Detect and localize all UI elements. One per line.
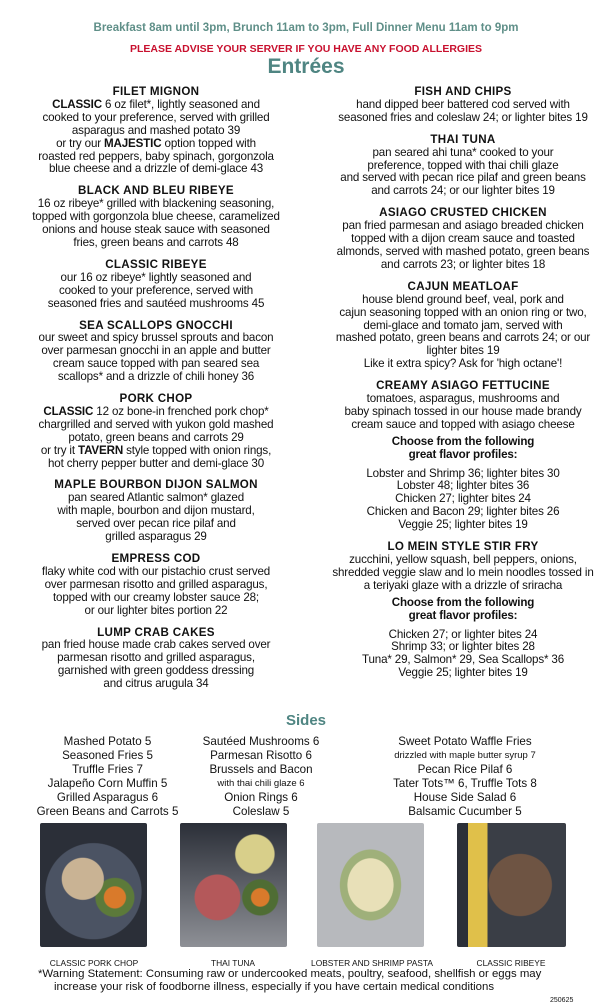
allergy-notice: PLEASE ADVISE YOUR SERVER IF YOU HAVE ANY FOOD ALLERGIES <box>129 43 482 55</box>
entrees-right-column <box>322 86 604 689</box>
flavor-option: Chicken and Bacon 29; lighter bites 26 <box>366 505 560 519</box>
item-name: LUMP CRAB CAKES <box>97 625 215 639</box>
entrees-left-column <box>18 86 294 700</box>
menu-item <box>18 259 294 311</box>
item-description-text: and carrots 24; or our lighter bites 19 <box>371 184 555 198</box>
item-description-text: cream sauce and topped with asiago cheese <box>351 417 575 431</box>
side-item: Grilled Asparagus 6 <box>56 791 159 804</box>
item-description-text: our 16 oz ribeye* lightly seasoned and <box>60 270 252 284</box>
item-name: EMPRESS COD <box>111 552 201 565</box>
flavor-heading-line: great flavor profiles: <box>408 608 518 622</box>
item-style-label: CLASSIC <box>43 404 94 418</box>
item-description-text: tomatoes, asparagus, mushrooms and <box>366 392 560 406</box>
item-description-text: and carrots 23; or lighter bites 18 <box>380 257 546 271</box>
side-item: Mashed Potato 5 <box>63 735 152 748</box>
menu-item <box>18 627 294 692</box>
item-description-text: pan fried house made crab cakes served over <box>41 638 271 652</box>
flavor-options <box>322 468 604 533</box>
flavor-option: Shrimp 33; or lighter bites 28 <box>391 640 535 654</box>
item-description-text: seasoned fries and coleslaw 24; or lighter bites 19 <box>338 110 588 124</box>
item-description-line <box>322 259 604 272</box>
item-name: THAI TUNA <box>430 132 496 146</box>
menu-item <box>18 479 294 544</box>
flavor-heading-line: Choose from the following <box>391 595 535 609</box>
item-description-text: 6 oz filet*, lightly seasoned and <box>101 97 260 111</box>
item-name: FISH AND CHIPS <box>414 85 512 98</box>
menu-item <box>322 541 604 680</box>
item-description-text: parmesan risotto and grilled asparagus, <box>57 651 255 665</box>
item-description-text: 12 oz bone-in frenched pork chop* <box>93 404 269 418</box>
side-item: Balsamic Cucumber 5 <box>408 805 522 818</box>
menu-item <box>322 380 604 532</box>
item-name: CREAMY ASIAGO FETTUCINE <box>376 379 550 393</box>
item-description-text: over parmesan risotto and grilled asparagus, <box>44 577 268 591</box>
flavor-option: Lobster 48; lighter bites 36 <box>396 479 530 493</box>
item-description-text: topped with our creamy lobster sauce 28; <box>52 590 260 604</box>
item-description-text: pan seared Atlantic salmon* glazed <box>67 491 244 505</box>
photo-caption: CLASSIC PORK CHOP <box>49 958 139 968</box>
side-item: Sweet Potato Waffle Fries <box>398 735 532 748</box>
sides-column-1 <box>20 735 195 819</box>
hours-text: Breakfast 8am until 3pm, Brunch 11am to 3pm, Full Dinner Menu 11am to 9pm <box>93 22 519 34</box>
thai-tuna-photo <box>180 823 287 947</box>
item-name: LO MEIN STYLE STIR FRY <box>387 540 539 554</box>
side-item: Jalapeño Corn Muffin 5 <box>47 777 168 790</box>
item-description-text: style topped with onion rings, <box>123 443 272 457</box>
item-description-text: blue cheese and a drizzle of demi-glace 43 <box>48 162 264 176</box>
flavor-option: Veggie 25; lighter bites 19 <box>398 666 528 680</box>
warning-line: *Warning Statement: Consuming raw or undercooked meats, poultry, seafood, shellfish or eggs may <box>38 968 542 980</box>
warning-line: increase your risk of foodborne illness, especially if you have certain medical conditions <box>54 981 495 993</box>
item-description-text: option topped with <box>161 136 256 150</box>
side-item: Pecan Rice Pilaf 6 <box>417 763 513 776</box>
item-style-label: MAJESTIC <box>104 136 162 150</box>
flavor-options <box>322 629 604 681</box>
item-description-text: with maple, bourbon and dijon mustard, <box>57 504 255 518</box>
item-description-line <box>18 298 294 311</box>
entrees-title: Entrées <box>267 55 345 78</box>
item-description-text: chargrilled and served with yukon gold mashed <box>38 417 274 431</box>
item-description-text: house blend ground beef, veal, pork and <box>362 292 564 306</box>
item-description-text: asparagus and mashed potato 39 <box>71 123 241 137</box>
item-description-text: topped with a dijon cream sauce and toasted <box>351 232 575 246</box>
flavor-profile-heading <box>322 436 604 462</box>
item-description-line <box>18 531 294 544</box>
menu-item <box>18 86 294 176</box>
item-description-text: hand dipped beer battered cod served with <box>356 97 570 111</box>
menu-item <box>18 185 294 250</box>
classic-ribeye-photo <box>457 823 566 947</box>
item-description-line <box>322 112 604 125</box>
side-item-note: with thai chili glaze 6 <box>217 778 305 789</box>
item-description-line <box>322 419 604 432</box>
item-description-text: cream sauce topped with pan seared sea <box>52 357 260 371</box>
menu-item <box>18 320 294 385</box>
item-description-text: onions and house steak sauce with seasoned <box>42 223 270 237</box>
item-description-text: served over pecan rice pilaf and <box>76 517 236 531</box>
item-description-text: baby spinach tossed in our house made brandy <box>344 404 582 418</box>
item-description-text: cooked to your preference, served with <box>58 283 254 297</box>
flavor-option: Tuna* 29, Salmon* 29, Sea Scallops* 36 <box>361 653 565 667</box>
side-item: Onion Rings 6 <box>224 791 298 804</box>
item-description-line <box>18 605 294 618</box>
item-description-text: or our lighter bites portion 22 <box>84 603 228 617</box>
item-description-text: potato, green beans and carrots 29 <box>68 430 244 444</box>
item-style-label: TAVERN <box>78 443 124 457</box>
item-description-text: almonds, served with mashed potato, green beans <box>336 244 590 258</box>
flavor-option: Chicken 27; lighter bites 24 <box>395 492 531 506</box>
flavor-profile-heading <box>322 597 604 623</box>
item-description-text: preference, topped with thai chili glaze <box>367 158 559 172</box>
item-description-line <box>18 163 294 176</box>
item-description-line <box>18 371 294 384</box>
item-description-text: and served with pecan rice pilaf and green beans <box>340 171 586 185</box>
side-item-note: drizzled with maple butter syrup 7 <box>394 750 536 761</box>
item-description-text: mashed potato, green beans and carrots 24; or our <box>335 331 591 345</box>
pork-chop-photo <box>40 823 147 947</box>
item-description-text: Like it extra spicy? Ask for 'high octane'! <box>363 357 563 371</box>
item-description-line <box>322 580 604 593</box>
menu-item <box>322 86 604 125</box>
item-description-line <box>322 185 604 198</box>
menu-item <box>18 393 294 470</box>
item-description-line <box>322 358 604 371</box>
menu-item <box>322 281 604 371</box>
item-description-text: zucchini, yellow squash, bell peppers, onions, <box>349 553 577 566</box>
item-description-text: cooked to your preference, served with grilled <box>42 110 270 124</box>
flavor-option: Veggie 25; lighter bites 19 <box>398 518 528 532</box>
sides-column-3 <box>370 735 560 819</box>
item-name: CLASSIC RIBEYE <box>105 257 207 271</box>
item-name: SEA SCALLOPS GNOCCHI <box>79 318 233 332</box>
menu-code: 250625 <box>550 997 574 1004</box>
item-description-text: seasoned fries and sautéed mushrooms 45 <box>47 296 265 310</box>
item-description-line <box>18 678 294 691</box>
side-item: Green Beans and Carrots 5 <box>36 805 179 818</box>
flavor-heading-line: great flavor profiles: <box>408 447 518 461</box>
item-description-text: cajun seasoning topped with an onion ring or two, <box>339 305 587 319</box>
item-description-text: or try it <box>40 443 78 457</box>
item-name: ASIAGO CRUSTED CHICKEN <box>379 206 547 220</box>
item-description-text: hot cherry pepper butter and demi-glace 30 <box>47 456 265 470</box>
item-description-text: flaky white cod with our pistachio crust served <box>41 564 271 578</box>
item-description-text: scallops* and a drizzle of chili honey 36 <box>57 370 255 384</box>
side-item: Brussels and Bacon <box>209 763 313 776</box>
item-description-text: or try our <box>56 136 105 150</box>
menu-item <box>322 207 604 272</box>
sides-title: Sides <box>285 712 327 729</box>
menu-item <box>322 134 604 199</box>
photo-caption: LOBSTER AND SHRIMP PASTA <box>311 958 433 968</box>
item-description-text: fries, green beans and carrots 48 <box>73 235 239 249</box>
item-style-label: CLASSIC <box>52 97 102 111</box>
side-item: Tater Tots™ 6, Truffle Tots 8 <box>393 777 537 790</box>
item-name: PORK CHOP <box>119 392 193 406</box>
item-description-text: shredded veggie slaw and lo mein noodles tossed in <box>332 565 594 579</box>
item-description-text: roasted red peppers, baby spinach, gorgonzola <box>38 149 274 163</box>
flavor-option: Lobster and Shrimp 36; lighter bites 30 <box>366 466 560 480</box>
item-name: FILET MIGNON <box>112 85 200 98</box>
photo-caption: THAI TUNA <box>210 958 256 968</box>
side-item: Truffle Fries 7 <box>72 763 143 776</box>
item-description-text: lighter bites 19 <box>426 344 500 358</box>
side-item: Parmesan Risotto 6 <box>210 749 312 762</box>
lobster-shrimp-pasta-photo <box>317 823 424 947</box>
item-description-text: topped with gorgonzola blue cheese, caramelized <box>32 210 280 224</box>
menu-item <box>18 553 294 618</box>
sides-column-2 <box>196 735 326 819</box>
item-description-text: garnished with green goddess dressing <box>57 664 255 678</box>
side-item: House Side Salad 6 <box>413 791 517 804</box>
item-description-text: 16 oz ribeye* grilled with blackening seasoning, <box>37 197 275 211</box>
item-description-text: grilled asparagus 29 <box>105 530 207 544</box>
side-item: Coleslaw 5 <box>232 805 290 818</box>
item-description-text: over parmesan gnocchi in an apple and butter <box>41 344 271 358</box>
item-description-line <box>18 458 294 471</box>
side-item: Seasoned Fries 5 <box>62 749 153 762</box>
item-name: BLACK AND BLEU RIBEYE <box>78 184 234 198</box>
item-description-text: demi-glace and tomato jam, served with <box>363 318 563 332</box>
item-description-text: our sweet and spicy brussel sprouts and bacon <box>38 331 274 345</box>
item-description-text: and citrus arugula 34 <box>103 677 209 691</box>
flavor-option: Chicken 27; or lighter bites 24 <box>388 627 538 641</box>
item-description-text: pan fried parmesan and asiago breaded chicken <box>342 219 584 233</box>
flavor-heading-line: Choose from the following <box>391 434 535 448</box>
item-name: MAPLE BOURBON DIJON SALMON <box>54 478 258 492</box>
item-description-line <box>18 237 294 250</box>
warning-statement <box>38 968 598 994</box>
item-description-text: pan seared ahi tuna* cooked to your <box>372 145 554 159</box>
side-item: Sautéed Mushrooms 6 <box>202 735 320 748</box>
photo-caption: CLASSIC RIBEYE <box>476 958 546 968</box>
item-description-text: a teriyaki glaze with a drizzle of sriracha <box>363 578 563 592</box>
item-name: CAJUN MEATLOAF <box>407 279 519 293</box>
